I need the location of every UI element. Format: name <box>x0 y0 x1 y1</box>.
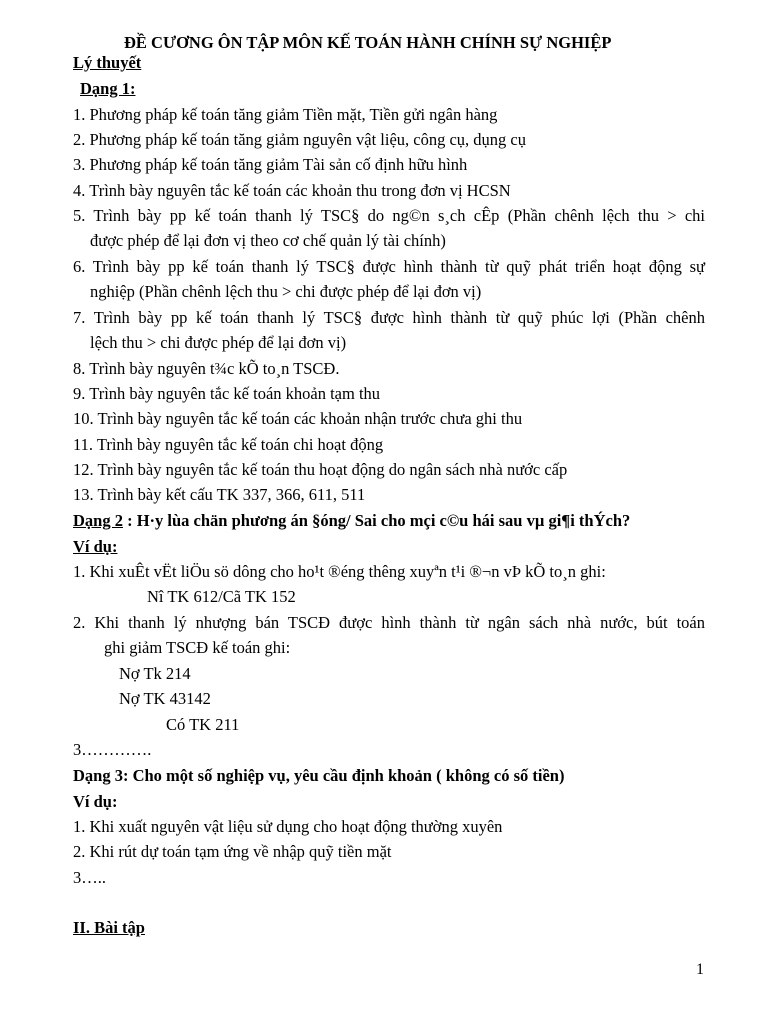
list-item: 12. Trình bày nguyên tắc kế toán thu hoạt động do ngân sách nhà nước cấp <box>73 460 568 479</box>
page-number: 1 <box>696 961 704 978</box>
dang2-example-3: 3…………. <box>73 740 152 759</box>
list-item: 1. Khi xuất nguyên vật liệu sử dụng cho hoạt động thường xuyên <box>73 817 503 836</box>
dang2-heading-line <box>73 511 630 531</box>
list-item: 13. Trình bày kết cấu TK 337, 366, 611, 511 <box>73 485 366 504</box>
list-item: 5. Trình bày pp kế toán thanh lý TSC§ do ng©n s¸ch cÊp (Phần chênh lệch thu > chi <box>73 206 705 225</box>
journal-entry: Nợ Tk 214 <box>119 664 191 683</box>
dang2-example-2-cont: ghi giảm TSCĐ kế toán ghi: <box>104 638 291 657</box>
list-item: 11. Trình bày nguyên tắc kế toán chi hoạt động <box>73 435 384 454</box>
dang2-example-label: Ví dụ: <box>73 537 118 556</box>
journal-entry: Có TK 211 <box>166 715 240 734</box>
section-exercises-heading: II. Bài tập <box>73 918 145 937</box>
list-item: 6. Trình bày pp kế toán thanh lý TSC§ được hình thành từ quỹ phát triển hoạt động sự <box>73 257 705 276</box>
document-title: ĐỀ CƯƠNG ÔN TẬP MÔN KẾ TOÁN HÀNH CHÍNH SỰ NGHIỆP <box>124 33 612 52</box>
list-item: 3. Phương pháp kế toán tăng giảm Tài sản cố định hữu hình <box>73 155 468 174</box>
list-item-continuation: nghiệp (Phần chênh lệch thu > chi được phép để lại đơn vị) <box>90 282 482 301</box>
list-item: 3….. <box>73 868 106 887</box>
list-item: 10. Trình bày nguyên tắc kế toán các khoản nhận trước chưa ghi thu <box>73 409 523 428</box>
dang2-example-1: 1. Khi xuÊt vËt liÖu sö dông cho ho¹t ®éng thêng xuyªn t¹i ®¬n vÞ kÕ to¸n ghi: <box>73 562 606 581</box>
list-item: 8. Trình bày nguyên t¾c kÕ to¸n TSCĐ. <box>73 359 340 378</box>
list-item: 4. Trình bày nguyên tắc kế toán các khoản thu trong đơn vị HCSN <box>73 181 511 200</box>
journal-entry: Nợ TK 43142 <box>119 689 211 708</box>
section-theory-heading: Lý thuyết <box>73 53 142 72</box>
list-item: 2. Phương pháp kế toán tăng giảm nguyên vật liệu, công cụ, dụng cụ <box>73 130 526 149</box>
dang2-example-1-entry: Nî TK 612/Cã TK 152 <box>147 587 296 606</box>
dang3-heading: Dạng 3: Cho một số nghiệp vụ, yêu cầu định khoản ( không có số tiền) <box>73 766 565 785</box>
list-item-continuation: lệch thu > chi được phép để lại đơn vị) <box>90 333 347 352</box>
dang3-example-label: Ví dụ: <box>73 792 118 811</box>
dang2-heading: Dạng 2 <box>73 511 123 530</box>
list-item: 7. Trình bày pp kế toán thanh lý TSC§ được hình thành từ quỹ phúc lợi (Phần chênh <box>73 308 705 327</box>
list-item: 9. Trình bày nguyên tắc kế toán khoản tạm thu <box>73 384 381 403</box>
dang1-heading: Dạng 1: <box>80 79 136 98</box>
list-item-continuation: được phép để lại đơn vị theo cơ chế quản lý tài chính) <box>90 231 446 250</box>
dang2-heading-rest: : H·y lùa chän phương án §óng/ Sai cho mçi c©u hái sau vµ gi¶i thÝch? <box>122 511 631 530</box>
list-item: 1. Phương pháp kế toán tăng giảm Tiền mặt, Tiền gửi ngân hàng <box>73 105 498 124</box>
dang2-example-2: 2. Khi thanh lý nhượng bán TSCĐ được hình thành từ ngân sách nhà nước, bút toán <box>73 613 705 632</box>
list-item: 2. Khi rút dự toán tạm ứng về nhập quỹ tiền mặt <box>73 842 392 861</box>
